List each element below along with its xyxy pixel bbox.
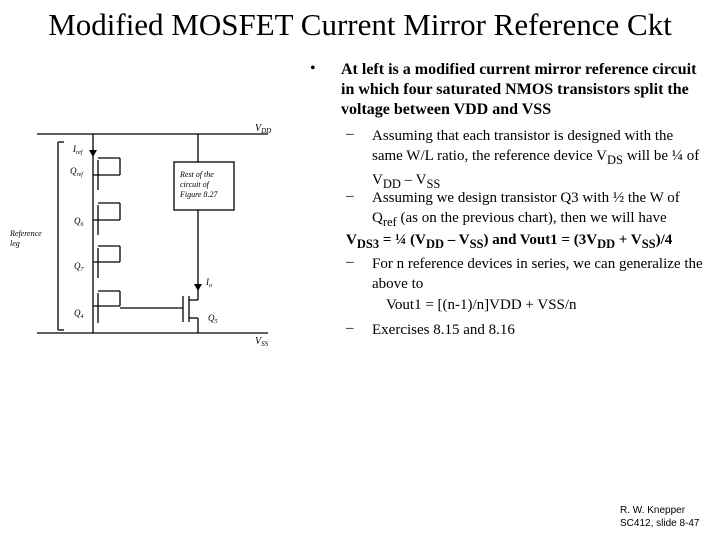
slide-footer: [620, 504, 700, 530]
q5-label: $Q_5$: [208, 313, 218, 325]
slide-title: Modified MOSFET Current Mirror Reference Ckt: [48, 7, 672, 42]
vss-label: $V_{SS}$: [255, 336, 269, 348]
main-bullet-text: At left is a modified current mirror reference circuit in which four saturated NMOS transistors split the voltage between VDD and VSS: [341, 61, 697, 118]
sub-bullet-1-marker: –: [346, 126, 354, 142]
q6-label: $Q_6$: [74, 216, 84, 228]
vdd-label: $V_{DD}$: [255, 123, 272, 135]
q7-label: $Q_7$: [74, 261, 84, 273]
rest-of-circuit-label: Rest of the circuit of Figure 8.27: [180, 170, 218, 199]
footer-slide-number: SC412, slide 8-47: [620, 518, 700, 529]
iref-label: $I_{ref}$: [73, 144, 83, 156]
sub-bullet-4-marker: –: [346, 320, 354, 336]
sub-bullet-1-text: Assuming that each transistor is designed with the same W/L ratio, the reference device $V_{DS}$ will be ¼ of $V_{DD} - V_{SS}$: [372, 128, 700, 191]
q4-label: $Q_4$: [74, 308, 84, 320]
io-label: $I_o$: [206, 277, 212, 289]
reference-leg-label: Reference leg: [10, 229, 42, 248]
sub-bullet-2-marker: –: [346, 188, 354, 204]
sub-bullet-3-marker: –: [346, 254, 354, 270]
generalized-formula: Vout1 = [(n-1)/n]VDD + VSS/n: [386, 297, 577, 313]
vds3-formula: $V_{DS3}$ = ¼ $(V_{DD} - V_{SS})$ and Vout1 = $(3V_{DD} + V_{SS})/4$: [346, 232, 673, 251]
sub-bullet-3-text: For n reference devices in series, we can generalize the above to: [372, 256, 703, 292]
current-mirror-schematic: [0, 100, 290, 360]
footer-author: R. W. Knepper: [620, 505, 686, 516]
sub-bullet-4-text: Exercises 8.15 and 8.16: [372, 322, 515, 338]
sub-bullet-2-text: Assuming we design transistor Q3 with ½ the W of $Q_{ref}$ (as on the previous chart), then we will have: [372, 190, 680, 229]
qref-label: $Q_{ref}$: [70, 166, 83, 178]
main-bullet-marker: •: [310, 60, 316, 77]
